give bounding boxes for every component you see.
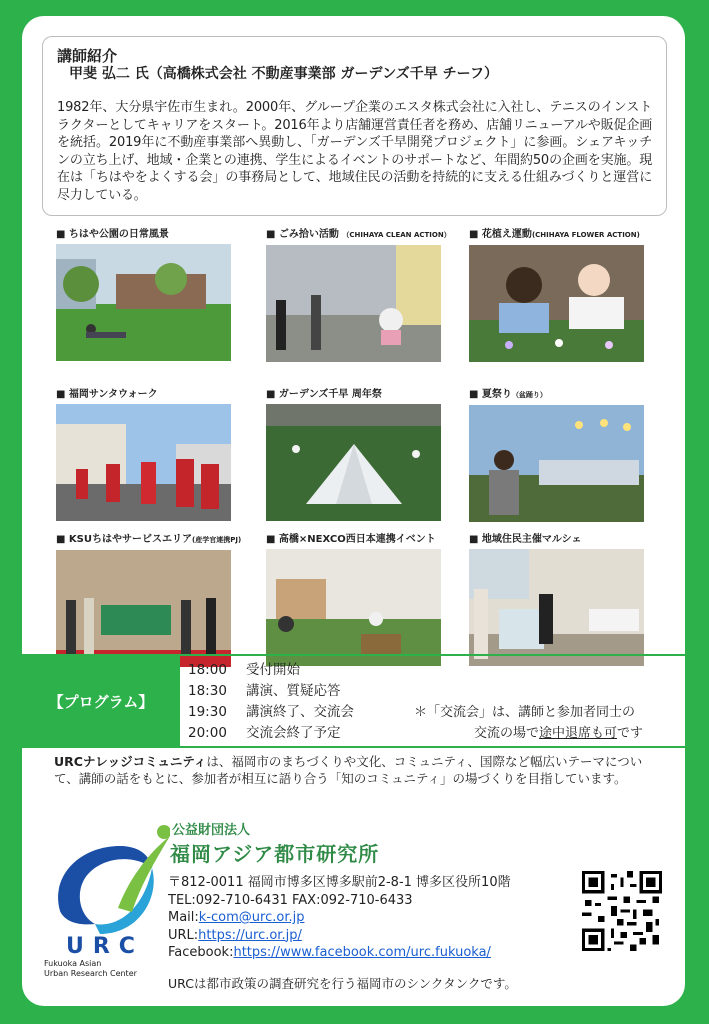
program-row: 19:30 講演終了、交流会 <box>188 704 354 720</box>
photo-caption: ■ ガーデンズ千早 周年祭 <box>266 389 382 400</box>
cleanup-photo <box>266 245 441 362</box>
ksu-service-area-photo <box>56 550 231 667</box>
photo-cell <box>469 388 649 522</box>
org-name: 福岡アジア都市研究所 <box>170 842 380 866</box>
profile-heading: 講師紹介 <box>57 47 118 65</box>
website-link[interactable]: https://urc.or.jp/ <box>198 927 302 943</box>
speaker-bio: 1982年、大分県宇佐市生まれ。2000年、グループ企業のエスタ株式会社に入社し、テニスのインストラクターとしてキャリアをスタート。2016年より店舗運営責任者を務め、店舗リニューアルや販促企画を統括。2019年に不動産事業部へ異動し、「ガーデンズ千早開発プロジェクト」に参画。シェアキッチンの立ち上げ、地域・企業との連携、学生によるイベントのサポートなど、年間約50の企画を実施。現在は「ちはやをよくする会」の事務局として、地域住民の活動を持続的に支える仕組みづくりと運営に尽力している。 <box>57 100 652 203</box>
exchange-note: ＊「交流会」は、講師と参加者同士の <box>414 705 636 720</box>
photo-caption: ■ 高橋×NEXCO西日本連携イベント <box>266 534 436 545</box>
photo-caption: ■ 花植え運動 <box>469 229 532 240</box>
urc-logo-text: URC <box>66 934 144 959</box>
address: 〒812-0011 福岡市博多区博多駅前2-8-1 博多区役所10階 <box>168 875 511 890</box>
photo-cell <box>266 533 446 666</box>
urc-english-name: Fukuoka Asian Urban Research Center <box>44 959 137 978</box>
summer-festival-photo <box>469 405 644 522</box>
program-label: 【プログラム】 <box>22 656 180 746</box>
photo-caption-sub: (CHIHAYA FLOWER ACTION) <box>531 231 640 239</box>
program-section <box>22 654 685 748</box>
photo-caption-sub: （盆踊り） <box>511 391 547 399</box>
park-photo <box>56 244 231 361</box>
photo-caption: ■ ちはや公園の日常風景 <box>56 229 169 240</box>
anniversary-photo <box>266 404 441 521</box>
photo-cell <box>266 388 446 521</box>
santa-walk-photo <box>56 404 231 521</box>
facebook-link[interactable]: https://www.facebook.com/urc.fukuoka/ <box>233 945 491 960</box>
nexco-event-photo <box>266 549 441 666</box>
photo-cell <box>56 388 236 521</box>
exchange-note-2: 交流の場で途中退席も可です <box>474 726 644 741</box>
contact-info: 〒812-0011 福岡市博多区博多駅前2-8-1 博多区役所10階 TEL:092-710-6431 FAX:092-710-6433 Mail:k-com@urc.or.jp URL:https://urc.or.jp/ Facebook:https://www.facebook.com/urc.fukuoka/ <box>168 875 511 960</box>
photo-cell <box>56 228 236 361</box>
org-type: 公益財団法人 <box>172 823 251 838</box>
program-row: 20:00 交流会終了予定 <box>188 725 341 741</box>
marche-photo <box>469 549 644 666</box>
photo-cell <box>266 228 451 362</box>
photo-caption: ■ 夏祭り <box>469 389 512 400</box>
email-link[interactable]: k-com@urc.or.jp <box>198 910 305 925</box>
flower-photo <box>469 245 644 362</box>
flyer-sheet <box>22 16 685 1006</box>
phone-fax: TEL:092-710-6431 FAX:092-710-6433 <box>168 892 413 908</box>
photo-cell <box>469 228 649 362</box>
photo-caption: ■ ごみ拾い活動 <box>266 229 339 240</box>
qr-code-icon[interactable] <box>582 871 662 951</box>
photo-caption: ■ 地域住民主催マルシェ <box>469 534 582 545</box>
photo-caption: ■ 福岡サンタウォーク <box>56 389 158 400</box>
speaker-name: 甲斐 弘二 氏（高橋株式会社 不動産事業部 ガーデンズ千早 チーフ） <box>69 66 498 82</box>
speaker-profile <box>42 36 667 216</box>
photo-caption-sub: (産学官連携PJ) <box>192 536 242 544</box>
photo-cell <box>56 533 242 667</box>
photo-caption-sub: （CHIHAYA CLEAN ACTION） <box>342 231 451 239</box>
footer-note: URCは都市政策の調査研究を行う福岡市のシンクタンクです。 <box>168 976 517 991</box>
program-row: 18:00 受付開始 <box>188 662 300 678</box>
photo-cell <box>469 533 649 666</box>
community-description: URCナレッジコミュニティは、福岡市のまちづくりや文化、コミュニティ、国際など幅広いテーマについて、講師の話をもとに、参加者が相互に語り合う「知のコミュニティ」の場づくりを目指しています。 <box>54 754 643 786</box>
program-row: 18:30 講演、質疑応答 <box>188 683 341 699</box>
photo-caption: ■ KSUちはやサービスエリア <box>56 534 193 545</box>
